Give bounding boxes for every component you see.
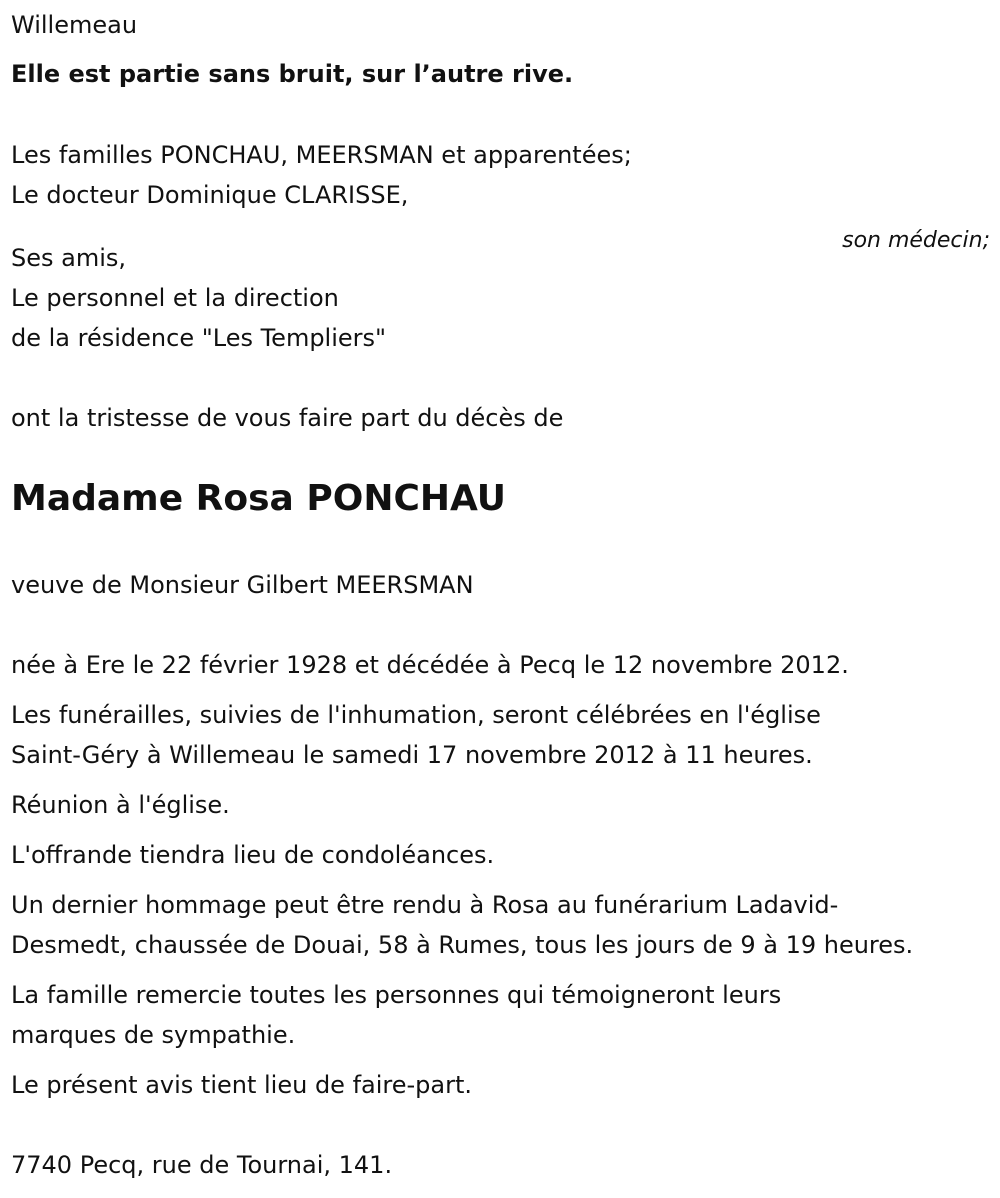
doctor-role: son médecin;	[842, 228, 990, 253]
thanks-line-2: marques de sympathie.	[11, 1021, 296, 1049]
address: 7740 Pecq, rue de Tournai, 141.	[11, 1151, 393, 1179]
announcer-friends: Ses amis,	[11, 244, 127, 272]
birth-death-dates: née à Ere le 22 février 1928 et décédée à Pecq le 12 novembre 2012.	[11, 651, 849, 679]
offering-text: L'offrande tiendra lieu de condoléances.	[11, 841, 495, 869]
announcer-doctor: Le docteur Dominique CLARISSE,	[11, 181, 409, 209]
funeral-line-1: Les funérailles, suivies de l'inhumation, seront célébrées en l'église	[11, 701, 821, 729]
intro-text: ont la tristesse de vous faire part du décès de	[11, 404, 564, 432]
tagline: Elle est partie sans bruit, sur l’autre rive.	[11, 60, 574, 88]
announcer-residence: de la résidence "Les Templiers"	[11, 324, 387, 352]
funeral-line-2: Saint-Géry à Willemeau le samedi 17 novembre 2012 à 11 heures.	[11, 741, 813, 769]
notice-text: Le présent avis tient lieu de faire-part.	[11, 1071, 473, 1099]
homage-line-2: Desmedt, chaussée de Douai, 58 à Rumes, tous les jours de 9 à 19 heures.	[11, 931, 914, 959]
thanks-line-1: La famille remercie toutes les personnes qui témoigneront leurs	[11, 981, 782, 1009]
announcer-families: Les familles PONCHAU, MEERSMAN et apparentées;	[11, 141, 632, 169]
meeting-text: Réunion à l'église.	[11, 791, 230, 819]
homage-line-1: Un dernier hommage peut être rendu à Rosa au funérarium Ladavid-	[11, 891, 839, 919]
spouse-text: veuve de Monsieur Gilbert MEERSMAN	[11, 571, 474, 599]
location: Willemeau	[11, 11, 138, 39]
announcer-staff: Le personnel et la direction	[11, 284, 339, 312]
deceased-name: Madame Rosa PONCHAU	[11, 478, 506, 519]
